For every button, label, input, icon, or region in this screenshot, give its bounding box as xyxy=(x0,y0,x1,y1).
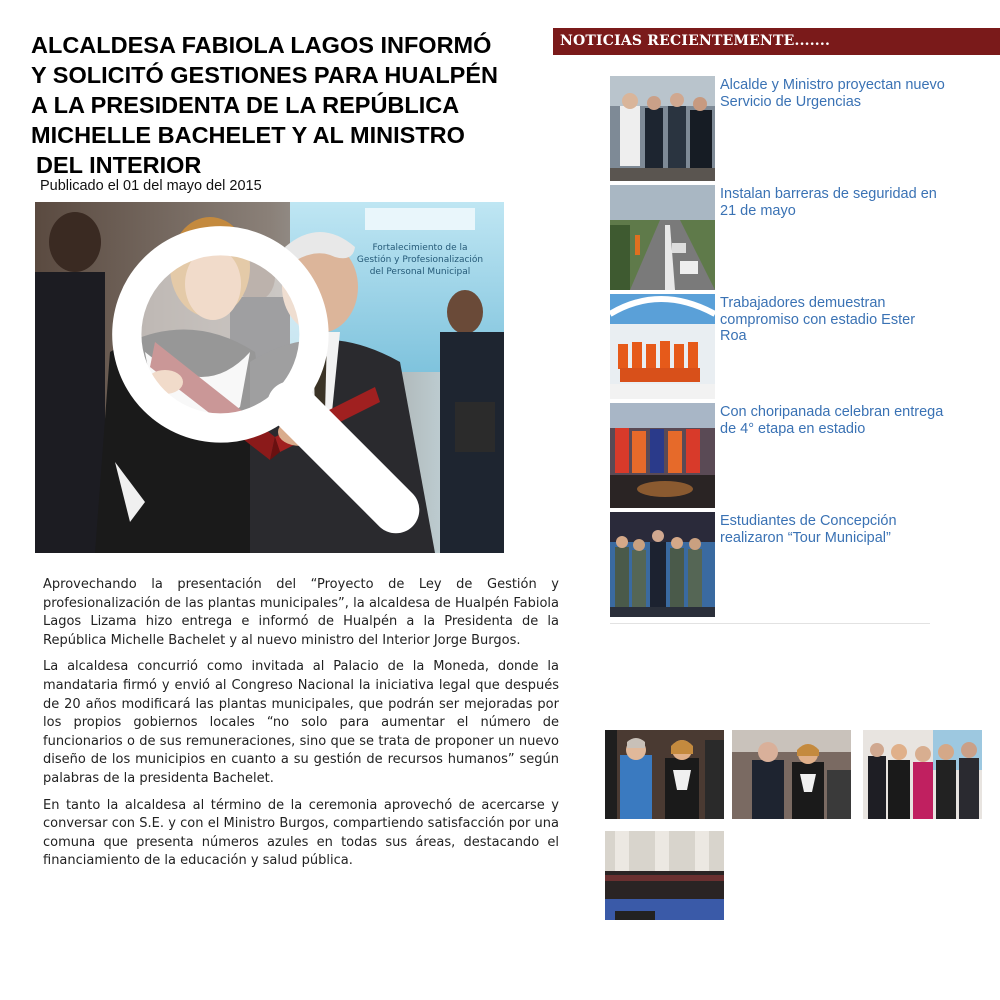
news-thumbnail[interactable] xyxy=(610,76,715,181)
gallery-photo[interactable] xyxy=(605,831,724,920)
gallery-photo[interactable] xyxy=(732,730,851,819)
news-item[interactable] xyxy=(610,76,945,181)
news-item[interactable] xyxy=(610,403,944,508)
publish-date: Publicado el 01 del mayo del 2015 xyxy=(40,178,262,194)
headline-line: A LA PRESIDENTA DE LA REPÚBLICA xyxy=(31,92,460,118)
news-item[interactable] xyxy=(610,294,940,399)
news-thumbnail[interactable] xyxy=(610,512,715,617)
article-paragraph: Aprovechando la presentación del “Proyecto de Ley de Gestión y profesionalización de las plantas municipales”, la alcaldesa de Hualpén Fabiola Lagos Lizama hizo entrega e informó de Hualpén a la Presidenta de la República Michelle Bachelet y al nuevo ministro del Interior Jorge Burgos. xyxy=(43,577,559,648)
news-item[interactable] xyxy=(610,185,940,290)
photo-banner-text: Gestión y Profesionalización xyxy=(356,255,484,265)
headline-line: Y SOLICITÓ GESTIONES PARA HUALPÉN xyxy=(31,62,499,88)
main-article-photo[interactable] xyxy=(35,202,504,553)
recent-news-header: NOTICIAS RECIENTEMENTE....... xyxy=(553,28,1000,55)
gallery-photo[interactable] xyxy=(605,730,724,819)
news-title-link[interactable]: Alcalde y Ministro proyectan nuevo Servicio de Urgencias xyxy=(720,77,945,110)
headline-line: MICHELLE BACHELET Y AL MINISTRO xyxy=(31,122,465,148)
zoom-icon[interactable] xyxy=(35,202,490,545)
photo-banner-text: del Personal Municipal xyxy=(369,267,471,277)
article-paragraph: En tanto la alcaldesa al término de la ceremonia aprovechó de acercarse y conversar con S.E. y con el Ministro Burgos, compartiendo satisfacción por una comuna que presenta números azules en todas sus áreas, destacando el financiamiento de la educación y salud pública. xyxy=(43,797,559,869)
news-title-link[interactable]: Instalan barreras de seguridad en 21 de mayo xyxy=(720,186,937,219)
news-thumbnail[interactable] xyxy=(610,294,715,399)
news-item[interactable] xyxy=(610,512,940,617)
gallery-photo[interactable] xyxy=(863,730,982,819)
headline-line: ALCALDESA FABIOLA LAGOS INFORMÓ xyxy=(31,32,492,58)
article-paragraph: La alcaldesa concurrió como invitada al Palacio de la Moneda, donde la mandataria firmó y envió al Congreso Nacional la iniciativa legal que después de 20 años modificará las plantas municipales, que podrán ser mejoradas por los propios gobiernos locales “no solo para aumentar el número de funcionarios o de sus remuneraciones, sino que se trata de proponer un nuevo diseño de los municipios en cuanto a su gestión de recursos humanos” según palabras de la presidenta Bachelet. xyxy=(43,659,559,786)
photo-banner-text: Fortalecimiento de la xyxy=(372,243,468,253)
article-headline xyxy=(31,30,551,180)
news-thumbnail[interactable] xyxy=(610,185,715,290)
news-title-link[interactable]: Trabajadores demuestran compromiso con estadio Ester Roa xyxy=(720,295,916,344)
news-title-link[interactable]: Estudiantes de Concepción realizaron “Tour Municipal” xyxy=(720,513,897,546)
article-body xyxy=(43,576,559,879)
headline-line: DEL INTERIOR xyxy=(36,152,202,178)
news-title-link[interactable]: Con choripanada celebran entrega de 4° etapa en estadio xyxy=(720,404,944,437)
news-divider xyxy=(610,623,930,624)
news-thumbnail[interactable] xyxy=(610,403,715,508)
